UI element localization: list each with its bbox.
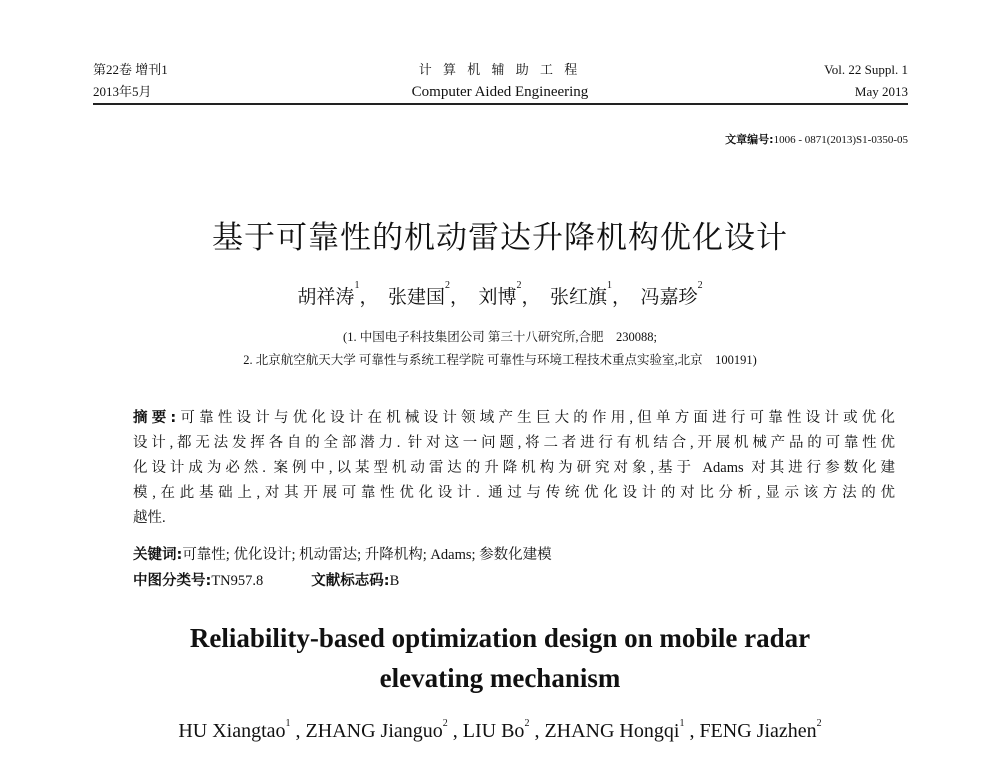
author: 刘博$^2$， [478,280,551,308]
journal-volume-en [824,59,908,103]
keywords-label: 关键词: [133,547,183,563]
author-affiliation-mark: 2 [516,280,522,291]
author-name: FENG Jiazhen [699,720,817,742]
abstract-text: 可靠性设计与优化设计在机械设计领域产生巨大的作用,但单方面进行可靠性设计或优化 [176,410,895,426]
author-affiliation-mark: 1 [285,718,291,729]
author-name: 张红旗 [550,287,608,308]
affiliation-2: 2. 北京航空航天大学 可靠性与系统工程学院 可靠性与环境工程技术重点实验室,北京 100191) [243,353,757,367]
author-name: 张建国 [387,287,445,308]
author-affiliation-mark: 2 [524,718,530,729]
article-number-label: 文章编号: [725,133,774,146]
date-cn: 2013年5月 [93,84,152,99]
english-title-line-1: Reliability-based optimization design on mobile radar [189,623,811,653]
author: ZHANG Hongqi$^1$ , [544,718,700,742]
header-rule [93,103,908,105]
author-affiliation-mark: 2 [816,718,822,729]
author [699,720,821,742]
author: 胡祥涛$^1$， [297,280,388,308]
author [640,280,703,308]
author-affiliation-mark: 2 [697,280,703,291]
volume-en: Vol. 22 Suppl. 1 [824,62,908,77]
author-list [0,282,1000,309]
author-name: HU Xiangtao [178,720,286,742]
english-title-line-2: elevating mechanism [379,663,621,693]
author-affiliation-mark: 1 [607,280,613,291]
abstract-line: 模,在此基础上,对其开展可靠性优化设计. 通过与传统优化设计的对比分析,显示该方法的优 [133,485,895,501]
author-affiliation-mark: 1 [679,718,685,729]
keywords-value: 可靠性; 优化设计; 机动雷达; 升降机构; Adams; 参数化建模 [182,547,552,563]
author: ZHANG Jianguo$^2$ , [305,718,463,742]
abstract-line: 化设计成为必然. 案例中,以某型机动雷达的升降机构为研究对象,基于 Adams 对其进行参数化建 [133,460,895,476]
keywords [133,545,895,565]
author-name: ZHANG Hongqi [544,720,680,742]
paper-title: 基于可靠性的机动雷达升降机构优化设计 [212,220,788,256]
journal-name-en: Computer Aided Engineering [411,84,589,100]
affiliation-1: (1. 中国电子科技集团公司 第三十八研究所,合肥 230088; [343,330,657,344]
abstract-label: 摘要: [133,410,177,426]
classification-label: 中图分类号: [133,573,212,589]
abstract-line: 越性. [133,510,166,526]
doc-code-label: 文献标志码: [311,573,390,589]
classification-row [133,571,895,591]
author-affiliation-mark: 1 [354,280,360,291]
author: 张建国$^2$， [387,280,479,308]
author-name: 冯嘉珍 [640,287,698,308]
journal-name-cn: 计 算 机 辅 助 工 程 [418,62,582,77]
author: LIU Bo$^2$ , [462,718,545,742]
author: HU Xiangtao$^1$ , [178,718,306,742]
abstract-line [133,408,895,428]
article-number-value: 1006 - 0871(2013)S1-0350-05 [773,134,908,146]
author-name: 胡祥涛 [297,287,355,308]
abstract-line: 设计,都无法发挥各自的全部潜力. 针对这一问题,将二者进行有机结合,开展机械产品的可靠性优 [133,435,895,451]
author-name: 刘博 [478,287,517,308]
volume-issue: 第22卷 增刊1 [93,62,168,77]
author-affiliation-mark: 2 [442,718,448,729]
author-affiliation-mark: 2 [444,280,450,291]
date-en: May 2013 [854,84,908,99]
classification-value: TN957.8 [211,573,264,589]
author-name: ZHANG Jianguo [305,720,443,742]
article-number [725,131,908,147]
author: 张红旗$^1$， [550,280,641,308]
english-author-list [0,720,1000,743]
author-name: LIU Bo [462,720,525,742]
doc-code-value: B [389,573,400,589]
